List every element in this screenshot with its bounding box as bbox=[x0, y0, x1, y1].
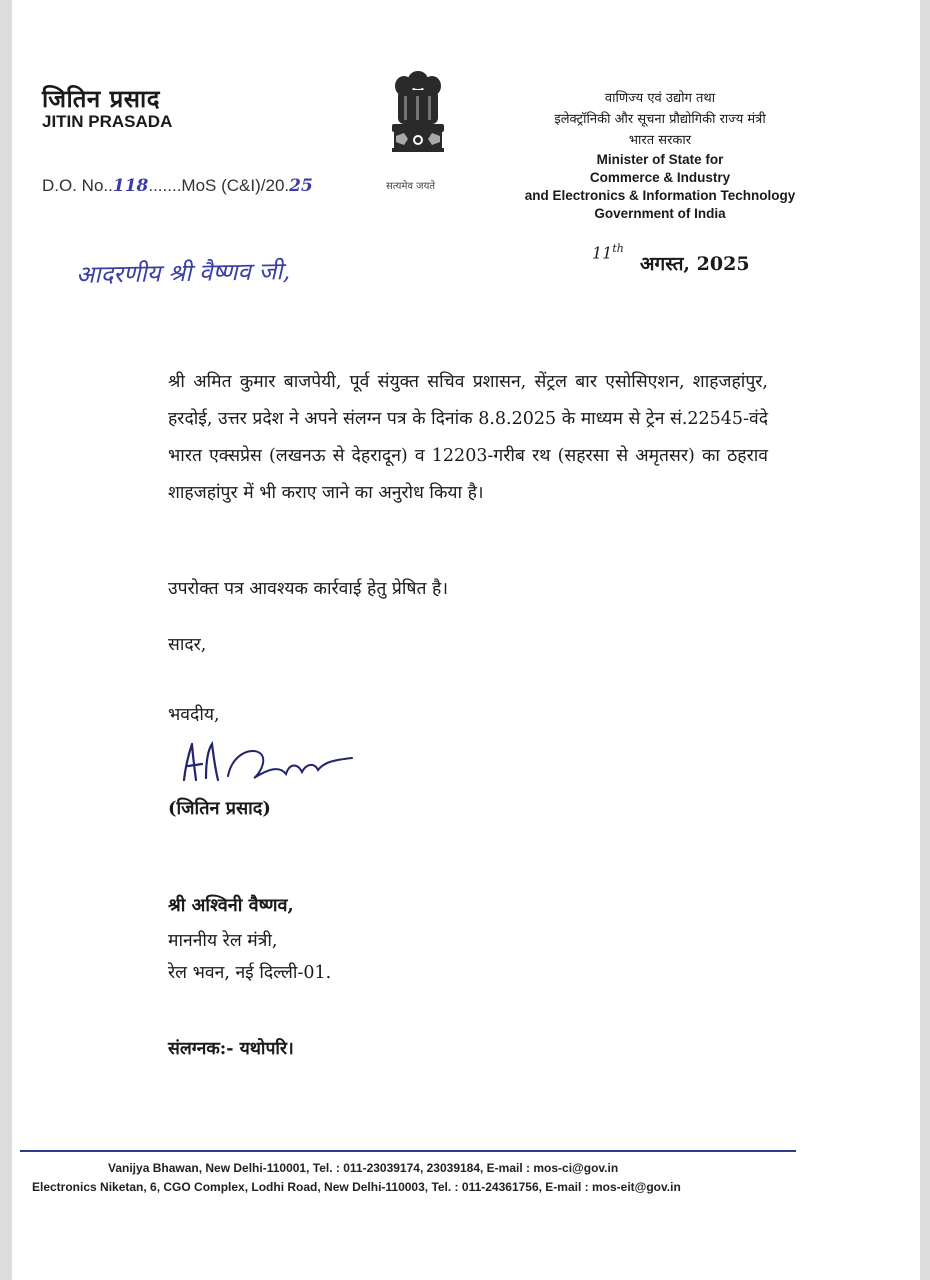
body-paragraph: श्री अमित कुमार बाजपेयी, पूर्व संयुक्त सचिव प्रशासन, सेंट्रल बार एसोसिएशन, शाहजहांपुर, हरदोई, उत्तर प्रदेश ने अपने संलग्न पत्र के दिनांक 8.8.2025 के माध्यम से ट्रेन सं.22545-वंदे भारत एक्सप्रेस (लखनऊ से देहरादून) व 12203-गरीब रथ (सहरसा से अमृतसर) का ठहराव शाहजहांपुर में भी कराए जाने का अनुरोध किया है। bbox=[168, 372, 768, 503]
do-year-handwritten: 25 bbox=[289, 176, 313, 196]
ministry-hindi-line-2: इलेक्ट्रॉनिकी और सूचना प्रौद्योगिकी राज्य मंत्री bbox=[554, 112, 766, 127]
footer-divider bbox=[20, 1150, 796, 1152]
salutation-handwritten: आदरणीय श्री वैष्णव जी, bbox=[75, 257, 291, 289]
addressee-address: रेल भवन, नई दिल्ली-01. bbox=[168, 963, 332, 983]
ministry-english-line-2: Commerce & Industry bbox=[589, 170, 731, 185]
footer-address-line-1: Vanijya Bhawan, New Delhi-110001, Tel. : 011-23039174, 23039184, E-mail : mos-ci@gov.in bbox=[108, 1161, 619, 1175]
forwarding-line: उपरोक्त पत्र आवश्यक कार्रवाई हेतु प्रेषित है। bbox=[168, 579, 448, 599]
sender-name-hindi: जितिन प्रसाद bbox=[42, 85, 160, 113]
ministry-english-line-1: Minister of State for bbox=[596, 152, 724, 167]
emblem-motto: सत्यमेव जयते bbox=[386, 181, 436, 192]
signature-icon bbox=[162, 722, 362, 792]
date-printed: अगस्त, 2025 bbox=[640, 253, 750, 275]
letter-page bbox=[12, 0, 920, 1280]
addressee-name: श्री अश्विनी वैष्णव, bbox=[168, 895, 294, 916]
enclosure-line: संलग्नक:- यथोपरि। bbox=[168, 1039, 294, 1059]
date-suffix: th bbox=[612, 242, 624, 255]
sender-name-english: JITIN PRASADA bbox=[42, 112, 173, 131]
date-day: 11 bbox=[592, 243, 613, 263]
ministry-english-line-4: Government of India bbox=[594, 206, 726, 221]
do-number-prefix: D.O. No.. bbox=[42, 176, 113, 195]
date-handwritten bbox=[592, 242, 624, 262]
signer-name: (जितिन प्रसाद) bbox=[168, 798, 271, 819]
closing-line: सादर, bbox=[168, 635, 207, 655]
addressee-designation: माननीय रेल मंत्री, bbox=[168, 931, 278, 951]
do-number bbox=[42, 176, 313, 196]
ministry-block bbox=[510, 88, 810, 223]
ministry-hindi-line-1: वाणिज्य एवं उद्योग तथा bbox=[604, 91, 716, 106]
yours-line: भवदीय, bbox=[168, 705, 220, 725]
do-number-middle: .......MoS (C&I)/20. bbox=[148, 176, 290, 195]
do-number-handwritten: 118 bbox=[112, 176, 149, 196]
ministry-english-line-3: and Electronics & Information Technology bbox=[524, 188, 796, 203]
national-emblem-icon bbox=[382, 66, 454, 172]
footer-address-line-2: Electronics Niketan, 6, CGO Complex, Lodhi Road, New Delhi-110003, Tel. : 011-24361756, E-mail : mos-eit@gov.in bbox=[32, 1180, 681, 1194]
ministry-hindi-line-3: भारत सरकार bbox=[628, 133, 692, 148]
